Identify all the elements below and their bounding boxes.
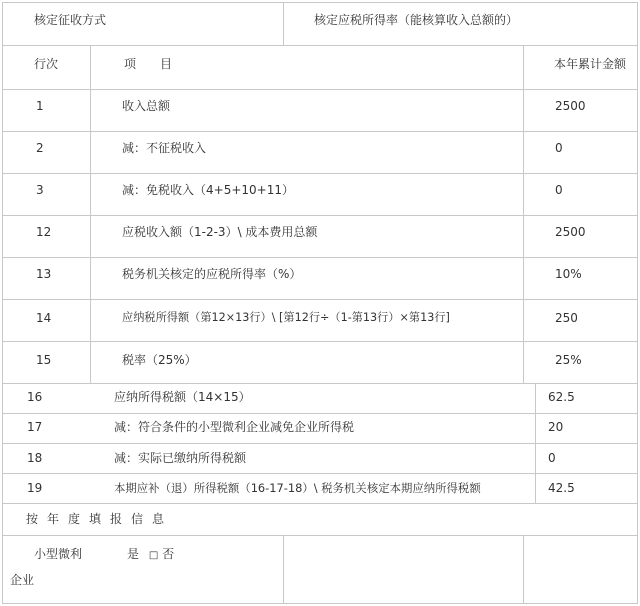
row-divider [2, 413, 638, 414]
row-item: 减：不征税收入 [122, 141, 207, 155]
row-divider [2, 341, 638, 342]
row-amount: 0 [548, 451, 556, 465]
row-divider [2, 257, 638, 258]
row-item: 应纳所得税额（14×15） [114, 390, 251, 404]
table-border-left [2, 2, 3, 604]
row-no: 16 [27, 390, 43, 404]
col-header-item: 项 目 [124, 57, 173, 71]
no-label: 否 [162, 547, 175, 561]
col-divider [523, 535, 524, 603]
row-no: 15 [36, 353, 52, 367]
row-no: 3 [36, 183, 44, 197]
row-item: 收入总额 [122, 99, 171, 113]
row-item: 本期应补（退）所得税额（16-17-18）\ 税务机关核定本期应纳所得税额 [114, 481, 481, 495]
col-divider [523, 45, 524, 383]
row-amount: 42.5 [548, 481, 575, 495]
row-divider [2, 443, 638, 444]
header-divider [283, 2, 284, 45]
row-divider [2, 503, 638, 504]
row-no: 19 [27, 481, 43, 495]
row-item: 应税收入额（1-2-3）\ 成本费用总额 [122, 225, 318, 239]
col-divider [283, 535, 284, 603]
table-border-bottom [2, 603, 638, 604]
row-amount: 25% [555, 353, 582, 367]
checkbox-icon[interactable]: □ [148, 550, 159, 561]
row-item: 减：实际已缴纳所得税额 [114, 451, 247, 465]
row-divider [2, 45, 638, 46]
row-no: 12 [36, 225, 52, 239]
row-amount: 62.5 [548, 390, 575, 404]
row-amount: 0 [555, 183, 563, 197]
method-label: 核定征收方式 [34, 13, 107, 27]
table-border-right [637, 2, 638, 604]
row-divider [2, 299, 638, 300]
yes-label: 是 [127, 547, 140, 561]
row-item: 税率（25%） [122, 353, 197, 367]
row-item: 税务机关核定的应税所得率（%） [122, 267, 302, 281]
row-divider [2, 473, 638, 474]
row-item: 减：符合条件的小型微利企业减免企业所得税 [114, 420, 355, 434]
row-amount: 0 [555, 141, 563, 155]
row-no: 1 [36, 99, 44, 113]
row-no: 14 [36, 311, 52, 325]
row-no: 2 [36, 141, 44, 155]
row-amount: 10% [555, 267, 582, 281]
small-micro-label-line1: 小型微利 [34, 547, 83, 561]
row-no: 18 [27, 451, 43, 465]
row-amount: 250 [555, 311, 578, 325]
row-item: 减：免税收入（4+5+10+11） [122, 183, 294, 197]
row-divider [2, 173, 638, 174]
table-border-top [2, 2, 638, 3]
row-divider [2, 535, 638, 536]
row-divider [2, 215, 638, 216]
method-value: 核定应税所得率（能核算收入总额的） [314, 13, 519, 27]
col-header-amount: 本年累计金额 [554, 57, 627, 71]
col-divider [90, 45, 91, 383]
row-divider [2, 89, 638, 90]
row-divider [2, 383, 638, 384]
row-divider [2, 131, 638, 132]
small-micro-option [127, 547, 174, 563]
row-amount: 2500 [555, 99, 586, 113]
row-amount: 20 [548, 420, 564, 434]
small-micro-label-line2: 企业 [10, 573, 35, 587]
row-no: 17 [27, 420, 43, 434]
annual-info-title: 按年度填报信息 [26, 512, 174, 526]
col-divider [535, 383, 536, 503]
row-no: 13 [36, 267, 52, 281]
row-item: 应纳税所得额（第12×13行）\ [第12行÷（1-第13行）×第13行] [122, 311, 450, 324]
row-amount: 2500 [555, 225, 586, 239]
col-header-row-no: 行次 [34, 57, 59, 71]
